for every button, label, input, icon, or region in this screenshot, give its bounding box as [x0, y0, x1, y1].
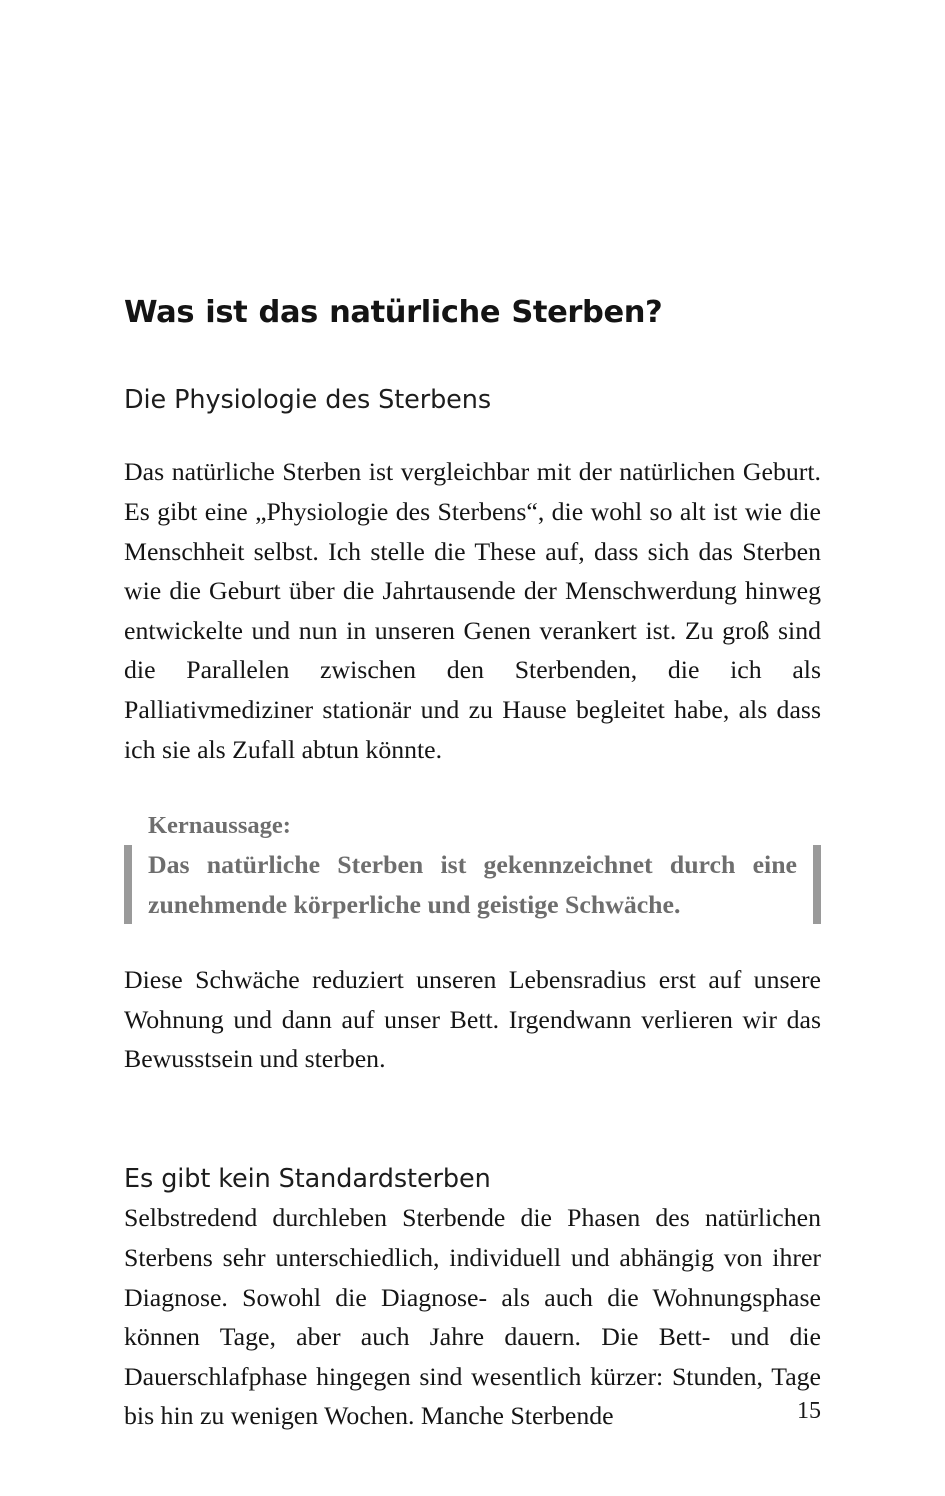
page-title: Was ist das natürliche Sterben?	[124, 295, 663, 330]
paragraph-standardsterben: Selbstredend durchleben Sterbende die Phasen des natürlichen Sterbens sehr unterschiedlich, individuell und abhängig von ihrer Diagnose. Sowohl die Diagnose- als auch die Wohnungsphase können Tage, aber auch Jahre dauern. Die Bett- und die Dauerschlafphase hingegen sind wesentlich kürzer: Stunden, Tage bis hin zu wenigen Wochen. Manche Sterbende	[124, 1203, 821, 1431]
section-heading: Die Physiologie des Sterbens	[124, 385, 492, 416]
callout-text: Das natürliche Sterben ist gekennzeichnet durch eine zunehmende körperliche und geistige Schwäche.	[148, 850, 797, 919]
callout-bar-left	[124, 845, 132, 924]
page-number: 15	[797, 1398, 821, 1424]
page-content	[124, 296, 821, 1436]
subsection-block	[124, 1165, 821, 1436]
callout-label: Kernaussage:	[148, 812, 291, 840]
paragraph-after-callout: Diese Schwäche reduziert unseren Lebensradius erst auf unsere Wohnung und dann auf unser Bett. Irgendwann verlieren wir das Bewusstsein und sterben.	[124, 965, 821, 1074]
paragraph-intro: Das natürliche Sterben ist vergleichbar mit der natürlichen Geburt. Es gibt eine „Physiologie des Sterbens“, die wohl so alt ist wie die Menschheit selbst. Ich stelle die These auf, dass sich das Sterben wie die Geburt über die Jahrtausende der Menschwerdung hinweg entwickelte und nun in unseren Genen verankert ist. Zu groß sind die Parallelen zwischen den Sterbenden, die ich als Palliativmediziner stationär und zu Hause begleitet habe, als dass ich sie als Zufall abtun könnte.	[124, 457, 821, 764]
subsection-heading: Es gibt kein Standardsterben	[124, 1164, 491, 1194]
kernaussage-callout	[124, 809, 821, 924]
callout-bar-right	[813, 845, 821, 924]
